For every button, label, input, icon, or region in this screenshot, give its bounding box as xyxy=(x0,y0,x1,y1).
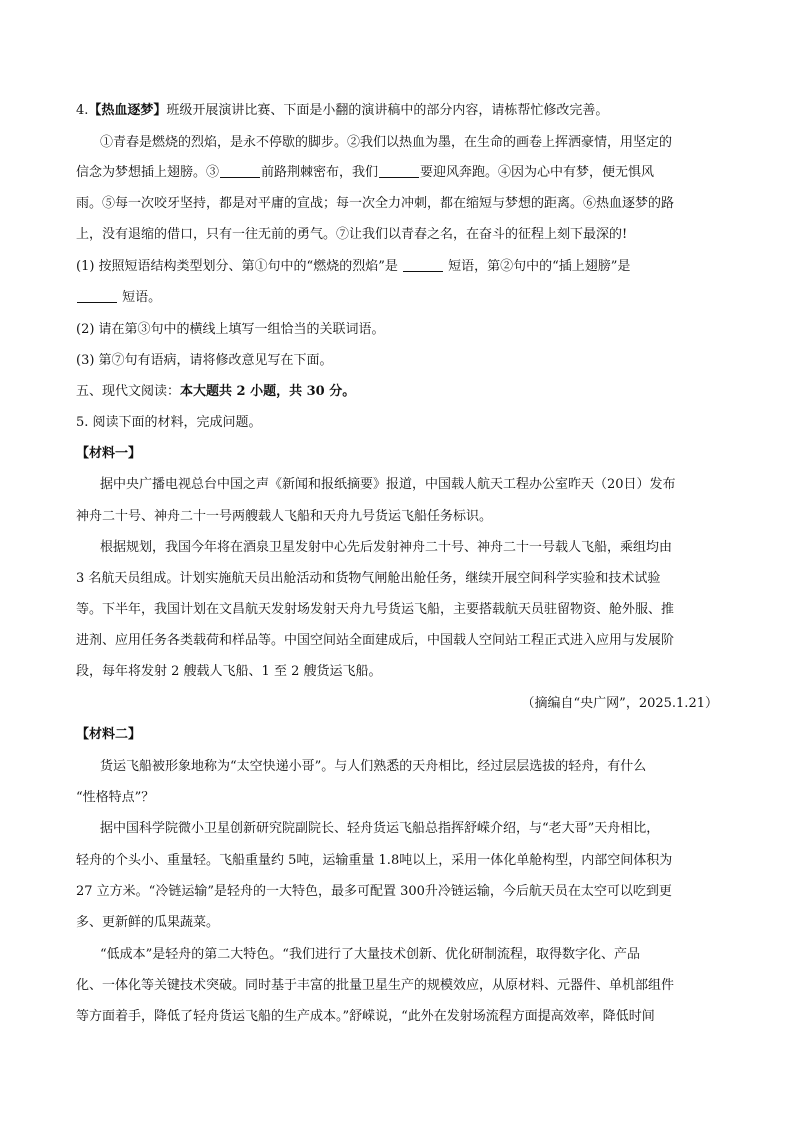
material-line: “低成本”是轻舟的第二大特色。“我们进行了大量技术创新、优化研制流程，取得数字化、产品 xyxy=(100,947,640,962)
material-line: 多、更新鲜的瓜果蔬菜。 xyxy=(76,915,220,930)
material-line: 3 名航天员组成。计划实施航天员出舱活动和货物气闸舱出舱任务，继续开展空间科学实验和技术试验 xyxy=(76,571,661,586)
sub-question-text: (1) 按照短语结构类型划分、第①句中的“燃烧的烈焰”是 xyxy=(76,259,398,274)
question-4-heading xyxy=(76,101,718,121)
question-prompt: 班级开展演讲比赛、下面是小翻的演讲稿中的部分内容，请栋帮忙修改完善。 xyxy=(166,103,609,118)
passage-line: ①青春是燃烧的烈焰，是永不停歇的脚步。②我们以热血为墨，在生命的画卷上挥洒豪情，用坚定的 xyxy=(100,135,673,150)
section-score: 本大题共 2 小题，共 30 分。 xyxy=(180,384,356,399)
question-5-heading: 5. 阅读下面的材料，完成问题。 xyxy=(76,415,262,430)
section-title: 五、现代文阅读： xyxy=(76,384,181,399)
fill-blank[interactable] xyxy=(77,288,117,303)
material-2-title: 【材料二】 xyxy=(76,727,142,742)
material-line: 根据规划，我国今年将在酒泉卫星发射中心先后发射神舟二十号、神舟二十一号载人飞船，乘组均由 xyxy=(100,540,673,555)
material-line: 27 立方米。“冷链运输”是轻舟的一大特色，最多可配置 300升冷链运输，今后航天员在太空可以吃到更 xyxy=(76,884,672,899)
material-line: 据中国科学院微小卫星创新研究院副院长、轻舟货运飞船总指挥舒嵘介绍，与“老大哥”天舟相比， xyxy=(100,821,660,836)
passage-text: 前路荆棘密布，我们 xyxy=(261,165,379,180)
passage-text: 要迎风奔跑。④因为心中有梦，便无惧风 xyxy=(420,165,655,180)
material-1-title: 【材料一】 xyxy=(76,446,142,461)
material-line: “性格特点”？ xyxy=(76,790,155,805)
fill-blank[interactable] xyxy=(220,163,260,178)
material-source: （摘编自“央广网”，2025.1.21） xyxy=(521,696,718,711)
material-line: 神舟二十号、神舟二十一号两艘载人飞船和天舟九号货运飞船任务标识。 xyxy=(76,509,493,524)
material-line: 货运飞船被形象地称为“太空快递小哥”。与人们熟悉的天舟相比，经过层层选拔的轻舟，有什么 xyxy=(100,759,647,774)
passage-line: 上，没有退缩的借口，只有一往无前的勇气。⑦让我们以青春之名，在奋斗的征程上刻下最深的! xyxy=(76,227,628,242)
question-tag: 【热血逐梦】 xyxy=(88,103,167,118)
sub-question-3: (3) 第⑦句有语病，请将修改意见写在下面。 xyxy=(76,353,333,368)
fill-blank[interactable] xyxy=(403,257,443,272)
material-line: 段，每年将发射 2 艘载人飞船、1 至 2 艘货运飞船。 xyxy=(76,664,382,679)
section-heading xyxy=(76,382,718,402)
fill-blank[interactable] xyxy=(379,163,419,178)
sub-question-1 xyxy=(76,257,718,277)
question-number: 4. xyxy=(76,103,89,118)
passage-line: 雨。⑤每一次咬牙坚持，都是对平庸的宣战；每一次全力冲刺，都在缩短与梦想的距离。⑥热血逐梦的路 xyxy=(76,196,675,211)
material-line: 进剂、应用任务各类载荷和样品等。中国空间站全面建成后，中国载人空间站工程正式进入应用与发展阶 xyxy=(76,633,675,648)
material-line: 化、一体化等关键技术突破。同时基于丰富的批量卫星生产的规模效应，从原材料、元器件、单机部组件 xyxy=(76,978,675,993)
passage-line xyxy=(76,163,718,183)
material-line: 等方面着手，降低了轻舟货运飞船的生产成本。”舒嵘说，“此外在发射场流程方面提高效率，降低时间 xyxy=(76,1009,655,1024)
material-line: 等。下半年，我国计划在文昌航天发射场发射天舟九号货运飞船，主要搭载航天员驻留物资、舱外服、推 xyxy=(76,602,675,617)
material-line: 据中央广播电视总台中国之声《新闻和报纸摘要》报道，中国载人航天工程办公室昨天（20日）发布 xyxy=(100,477,676,492)
sub-question-2: (2) 请在第③句中的横线上填写一组恰当的关联词语。 xyxy=(76,322,385,337)
sub-question-1-cont xyxy=(76,288,718,308)
sub-question-text: 短语。 xyxy=(122,290,162,305)
material-line: 轻舟的个头小、重量轻。飞船重量约 5吨，运输重量 1.8吨以上，采用一体化单舱构型，内部空间体积为 xyxy=(76,853,673,868)
sub-question-text: 短语，第②句中的“插上翅膀”是 xyxy=(448,259,631,274)
passage-text: 信念为梦想插上翅膀。③ xyxy=(76,165,220,180)
